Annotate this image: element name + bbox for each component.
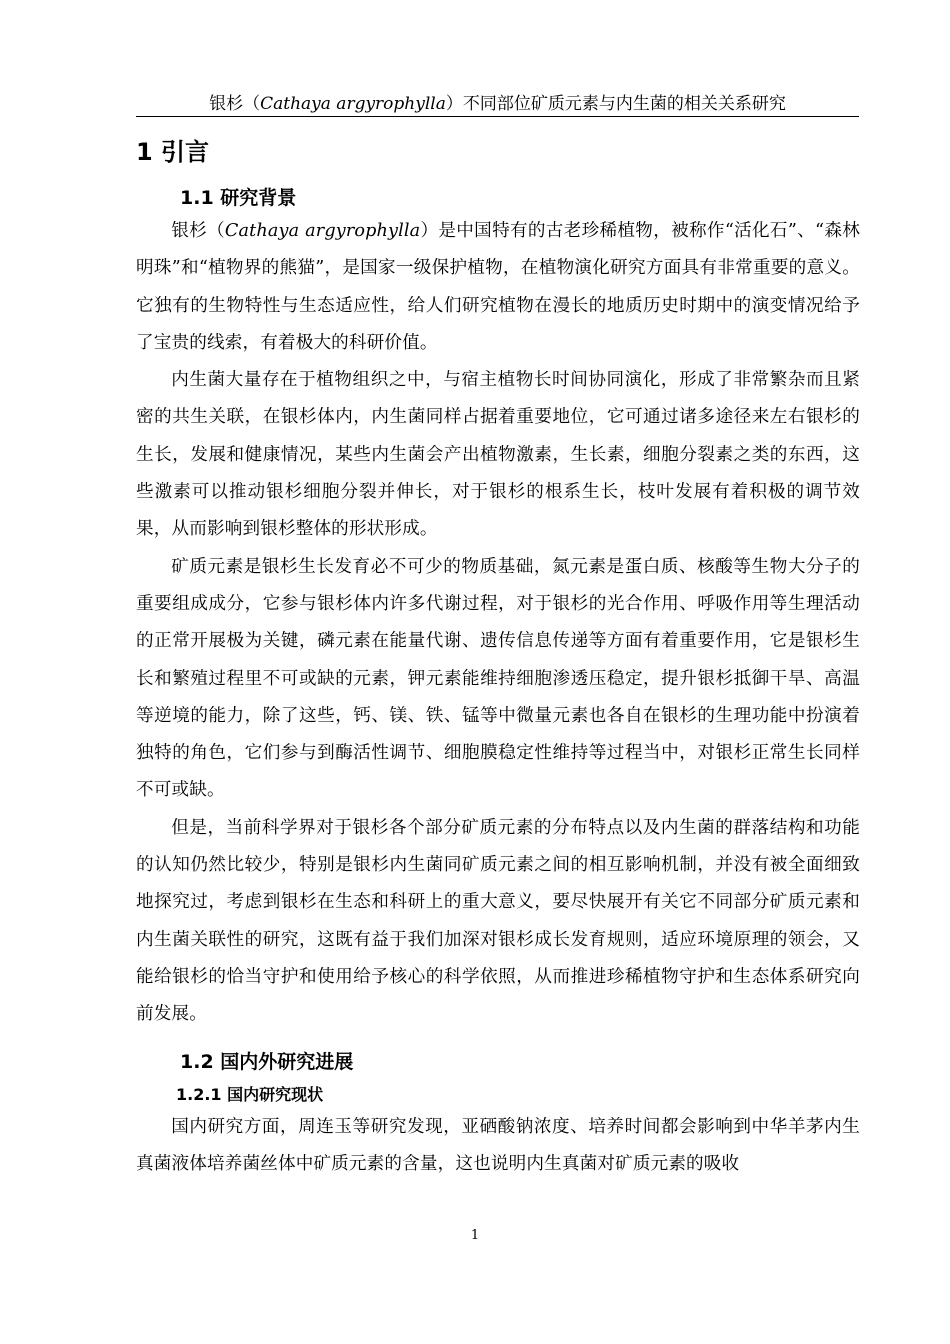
paragraph-1 [136,213,860,362]
paragraph-1-prefix: 银杉（ [171,221,225,241]
header-prefix: 银杉（ [209,94,261,114]
section-title: 1 引言 [136,138,210,166]
main-content [136,134,860,1183]
header-latin-name: Cathaya argyrophylla [260,94,446,114]
paragraph-2: 内生菌大量存在于植物组织之中，与宿主植物长时间协同演化，形成了非常繁杂而且紧密的共生关联，在银杉体内，内生菌同样占据着重要地位，它可通过诸多途径来左右银杉的生长，发展和健康情况，某些内生菌会产出植物激素，生长素，细胞分裂素之类的东西，这些激素可以推动银杉细胞分裂并伸长，对于银杉的根系生长，枝叶发展有着积极的调节效果，从而影响到银杉整体的形状形成。 [136,370,860,540]
header-suffix: ）不同部位矿质元素与内生菌的相关关系研究 [445,94,786,114]
header-rule [136,116,859,117]
running-header [136,93,859,115]
subsection-title-progress: 1.2 国内外研究进展 [180,1050,354,1073]
paragraph-5: 国内研究方面，周连玉等研究发现，亚硒酸钠浓度、培养时间都会影响到中华羊茅内生真菌液体培养菌丝体中矿质元素的含量，这也说明内生真菌对矿质元素的吸收 [136,1116,860,1174]
page-number: 1 [470,1228,480,1243]
paragraph-3: 矿质元素是银杉生长发育必不可少的物质基础，氮元素是蛋白质、核酸等生物大分子的重要组成成分，它参与银杉体内许多代谢过程，对于银杉的光合作用、呼吸作用等生理活动的正常开展极为关键，磷元素在能量代谢、遗传信息传递等方面有着重要作用，它是银杉生长和繁殖过程里不可或缺的元素，钾元素能维持细胞渗透压稳定，提升银杉抵御干旱、高温等逆境的能力，除了这些，钙、镁、铁、锰等中微量元素也各自在银杉的生理功能中扮演着独特的角色，它们参与到酶活性调节、细胞膜稳定性维持等过程当中，对银杉正常生长同样不可或缺。 [136,556,860,801]
subsection-title-background: 1.1 研究背景 [180,187,297,209]
paragraph-1-text: ）是中国特有的古老珍稀植物，被称作“活化石”、“森林明珠”和“植物界的熊猫”，是国家一级保护植物，在植物演化研究方面具有非常重要的意义。它独有的生物特性与生态适应性，给人们研究植物在漫长的地质历史时期中的演变情况给予了宝贵的线索，有着极大的科研价值。 [136,221,860,353]
paragraph-1-latin-name: Cathaya argyrophylla [224,221,421,241]
paragraph-4: 但是，当前科学界对于银杉各个部分矿质元素的分布特点以及内生菌的群落结构和功能的认知仍然比较少，特别是银杉内生菌同矿质元素之间的相互影响机制，并没有被全面细致地探究过，考虑到银杉在生态和科研上的重大意义，要尽快展开有关它不同部分矿质元素和内生菌关联性的研究，这既有益于我们加深对银杉成长发育规则，适应环境原理的领会，又能给银杉的恰当守护和使用给予核心的科学依照，从而推进珍稀植物守护和生态体系研究向前发展。 [136,817,860,1025]
subsubsection-title-domestic: 1.2.1 国内研究现状 [176,1084,324,1104]
